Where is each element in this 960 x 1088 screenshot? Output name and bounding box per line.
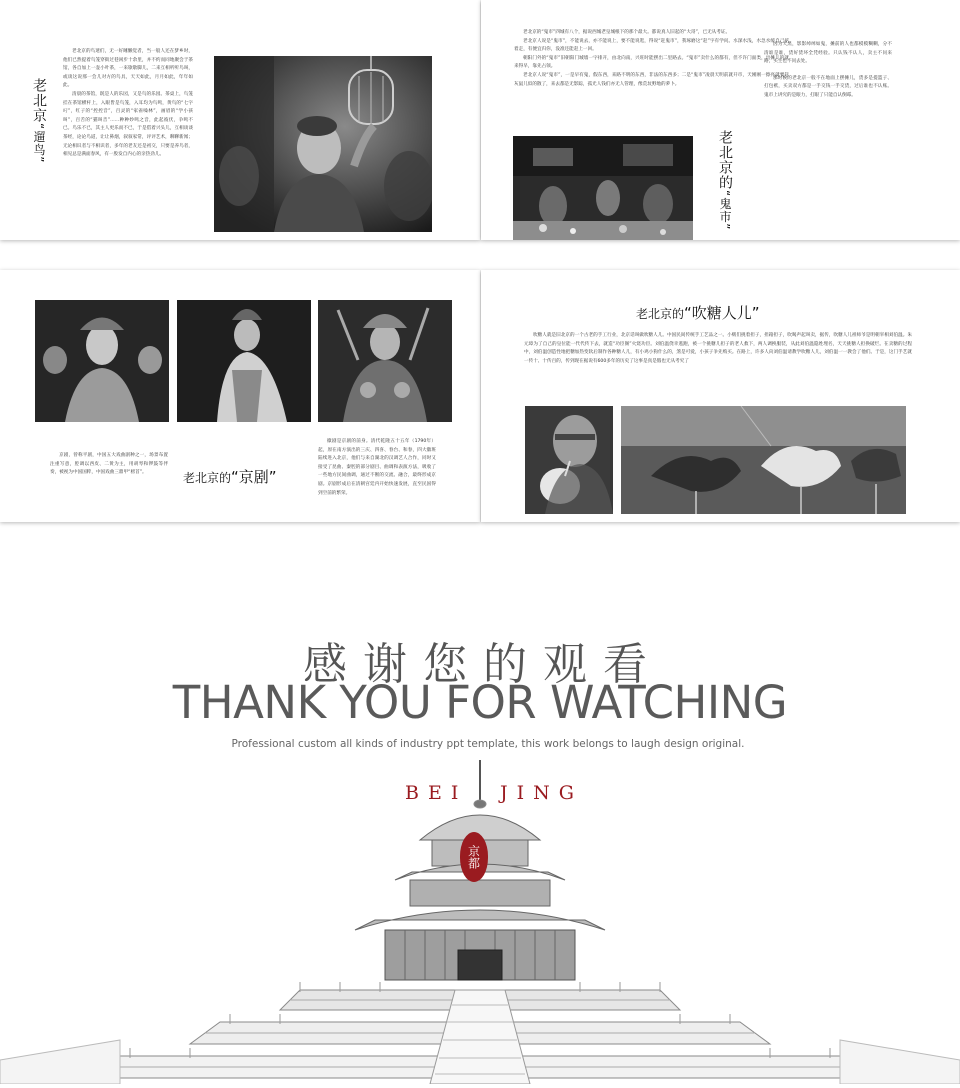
opera-title-prefix: 老北京的 <box>183 471 232 485</box>
opera-photo-1 <box>35 300 169 422</box>
thanks-english: THANK YOU FOR WATCHING <box>172 676 788 729</box>
template-subline: Professional custom all kinds of industry ppt template, this work belongs to laugh design original. <box>231 738 745 750</box>
ghost-title <box>717 130 733 240</box>
sugar-text: 吹糖人就是旧北京的一个古老的手工行业，北京话叫做吹糖人儿。中国民间传统手工艺品之一。小贩们挑着担子，担箱担子，吹喝声起叫卖，据传，吹糖人儿祖师爷是明朝宰相刘伯温。朱元璋为了自己的皇位能一代代传下去，就造“功臣阁”火烧功臣。刘伯温侥幸逃跑，被一个挑糖儿担子的老人救下，两人调换服装，从此刘伯温隐姓埋名，天天挑糖人担换破烂。在卖糖的过程中，刘伯温创造性地把糖加热变软后制作各种糖人儿，有小鸡小狗什么的，煞是可爱，小孩子争先购买。在路上，许多人向刘伯温请教学吹糖人儿，刘伯温一一教会了他们。于是，这门手艺就一传十、十传百的，传到现在据说有600多年的历史了这事是真是假也无从考究了 <box>524 333 912 364</box>
beijing-left: BEI <box>405 782 468 804</box>
ghost-title-bottom: “鬼市” <box>718 190 732 231</box>
pigeon-title-top: 老北京 <box>31 78 47 123</box>
pigeon-text <box>63 48 193 160</box>
ghost-text-top <box>514 29 789 89</box>
ghost-para-6: 那时候的老北京一般不在地面上摆摊儿，货多是提篮子、打包袱，买卖双方都是一手交钱一手交货，过后谁也不认账。鬼市上讲究的是眼力，打眼了只能自认倒霉。 <box>764 75 892 98</box>
pigeon-title <box>31 78 47 198</box>
pigeon-paragraph-1: 老北京的鸟迷们，无一好睡懒觉者，当一般人还在梦乡时，他们已然提着鸟笼穿街过巷闲步十余里，并不约而同地聚会于茶馆，各自加上一壶小叶茶，一来歇歇脚儿，二来互相听听鸟叫，或谈这说那一会儿对方的鸟具，天天如此，月月如此，年年如此。 <box>63 49 193 89</box>
ghost-para-2: 老北京人说是“鬼市”，不能说去，亦不能说上，要不能说逛，得说“赶鬼市”，我琢磨这“赶”字有学问。水深水浅，水急水缓自己掂着走，有便宜归你，没准还能赶上一回。 <box>514 38 789 53</box>
pigeon-title-bottom: “遛鸟” <box>32 123 46 164</box>
ghost-para-1: 老北京的“鬼市”四城有八个，据说西城老皇城根下的那个最大。都说真人旧起的“大哥”，已无从考证。 <box>523 30 731 35</box>
pigeon-photo <box>214 56 432 232</box>
ghost-para-4: 老北京人说“鬼市”，一是早有鬼，假东西，来路不明的东西，非法的东西多；二是“鬼市”凌晨天明前就开市，天刚刚一擦亮就要赶灰鼠儿似的散了，来去都是无影踪，孤光人钱们亦无人管理，像荒坟野地的萝卜。 <box>514 72 789 87</box>
temple-of-heaven-illustration <box>0 760 960 1084</box>
ghost-text-right <box>764 41 892 101</box>
ghost-para-3: 朝阳门外的“鬼市”旧朝阳门城墙一字排开，由北向南，兴旺时能摆出二里路去。“鬼市”卖什么的都有，但不许门面类，出摊儿的就来得早，靠先占领。 <box>514 55 789 70</box>
red-seal-stamp <box>460 832 488 882</box>
opera-right-text: 徽剧是京剧的前身。清代乾隆五十五年（1790年）起，原在南方演出的三庆、四喜、春台、和春，四大徽班陆续进入北京，他们与来自湖北的汉调艺人合作，同时又接受了昆曲、秦腔的部分剧目、曲调和表演方法，吸收了一些地方民间曲调，通过不断的交流、融合，最终形成京剧。京剧形成后在清朝宫廷内开始快速发展，直至民国得到空前的繁荣。 <box>318 439 436 496</box>
pigeon-paragraph-2: 清晨的茶馆，既是人的乐园，又是鸟的乐园。茶桌上，鸟笼挂在茶馆横杆上，入眼皆是鸟笼，入耳均为鸟鸣，黄鸟的“七字叼”，红子的“控控音”，百灵的“家雀嗓林”，画眉的“学小孩叫”，百舌的“猫叫音”……种种妙鸣之音，此起彼伏，争鸣不已。鸟乐不已，其主人更乐而不已，于是借着兴头儿，互相谈谈茶经，论论鸟道，让让鼻烟，叙叙家常，评评艺术，聊聊新闻；无论相识者与不相识者，多年的老友还是初交，只要是养鸟者，相见总是满面春风，有一股发自内心的亲热劲儿。 <box>63 91 193 158</box>
opera-left-text: 京剧，曾称平剧，中国五大戏曲剧种之一，场景布置注重写意，腔调以西皮、二黄为主，用胡琴和锣鼓等伴奏，被视为中国国粹，中国戏曲三鼎甲“榜首”。 <box>50 453 168 476</box>
slide-pigeon <box>0 0 480 240</box>
opera-title-main: “京剧” <box>231 468 277 486</box>
sugar-title <box>636 302 760 323</box>
opera-photo-3 <box>318 300 452 422</box>
slide-ghost-market <box>481 0 960 240</box>
sugar-title-prefix: 老北京的 <box>636 307 685 321</box>
thanks-chinese: 感谢您的观看 <box>303 639 663 690</box>
slide-sugar-figures <box>481 270 960 522</box>
slide-opera <box>0 270 480 522</box>
seal-text: 京都 <box>466 845 481 869</box>
sugar-photo-1 <box>525 406 613 514</box>
opera-photo-2 <box>177 300 311 422</box>
opera-title <box>183 466 277 487</box>
ghost-market-photo <box>513 136 693 240</box>
ghost-para-5: 因为天黑，影影绰绰如鬼，摊前的人也都模模糊糊，分不清谁是谁，货好货坏全凭经验。只认钱不认人，卖主不问来路，买主也不问去处。 <box>764 42 892 65</box>
sugar-photo-2 <box>621 406 906 514</box>
beijing-right: JING <box>500 782 583 804</box>
ghost-title-top: 老北京的 <box>717 130 733 190</box>
sugar-title-main: “吹糖人儿” <box>684 304 760 322</box>
